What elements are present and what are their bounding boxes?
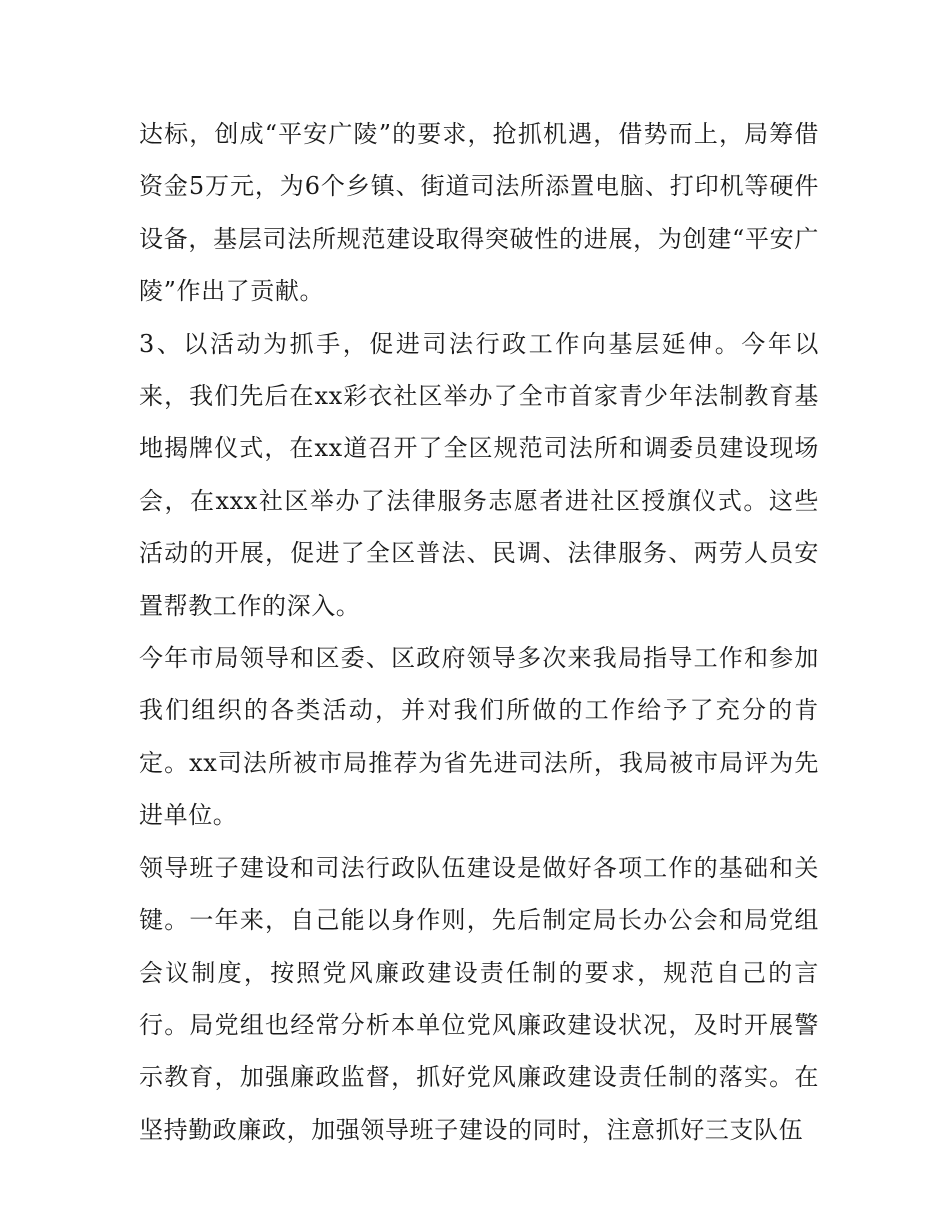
paragraph-3: 今年市局领导和区委、区政府领导多次来我局指导工作和参加我们组织的各类活动，并对我们所做的工作给予了充分的肯定。xx司法所被市局推荐为省先进司法所，我局被市局评为先进单位。 [139,644,819,830]
document-body [139,108,819,1156]
paragraph-4: 领导班子建设和司法行政队伍建设是做好各项工作的基础和关键。一年来，自己能以身作则，先后制定局长办公会和局党组会议制度，按照党风廉政建设责任制的要求，规范自己的言行。局党组也经常分析本单位党风廉政建设状况，及时开展警示教育，加强廉政监督，抓好党风廉政建设责任制的落实。在坚持勤政廉政，加强领导班子建设的同时，注意抓好三支队伍 [139,853,819,1144]
paragraph-1: 达标，创成“平安广陵”的要求，抢抓机遇，借势而上，局筹借资金5万元，为6个乡镇、街道司法所添置电脑、打印机等硬件设备，基层司法所规范建设取得突破性的进展，为创建“平安广陵”作出了贡献。 [139,120,819,306]
paragraph-2: 3、以活动为抓手，促进司法行政工作向基层延伸。今年以来，我们先后在xx彩衣社区举办了全市首家青少年法制教育基地揭牌仪式，在xx道召开了全区规范司法所和调委员建设现场会，在xxx社区举办了法律服务志愿者进社区授旗仪式。这些活动的开展，促进了全区普法、民调、法律服务、两劳人员安置帮教工作的深入。 [139,329,819,620]
